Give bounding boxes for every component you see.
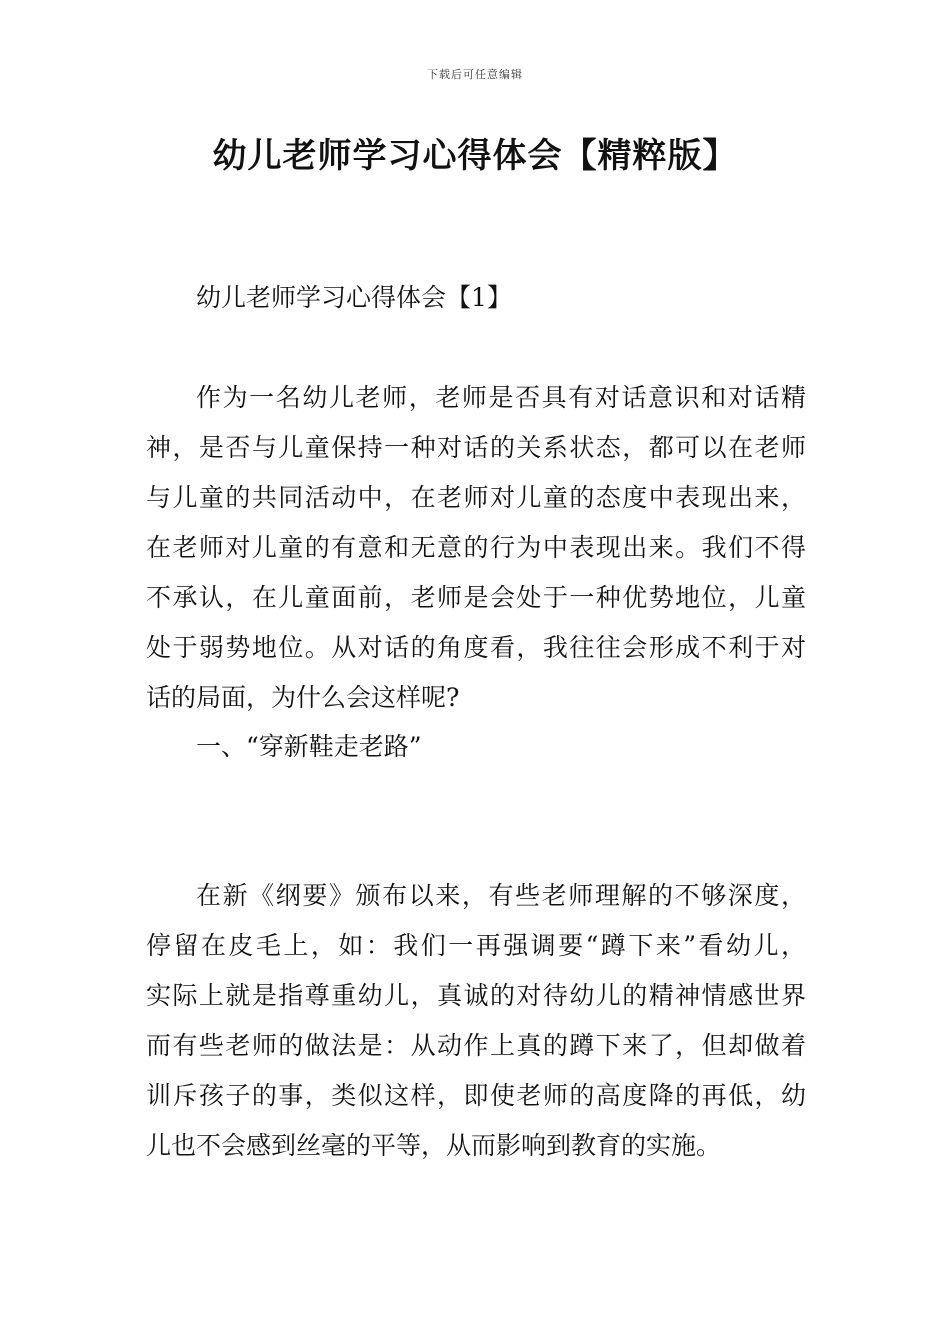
paragraph-line: 训斥孩子的事，类似这样，即使老师的高度降的再低，幼 [146, 1081, 806, 1110]
header-note: 下载后可任意编辑 [427, 68, 523, 81]
paragraph-line: 停留在皮毛上，如：我们一再强调要“蹲下来”看幼儿， [146, 931, 806, 960]
paragraph-line: 而有些老师的做法是：从动作上真的蹲下来了，但却做着 [146, 1031, 806, 1060]
paragraph-line: 不承认，在儿童面前，老师是会处于一种优势地位，儿童 [146, 583, 806, 612]
paragraph-1 [146, 373, 806, 723]
article-subtitle: 幼儿老师学习心得体会【1】 [196, 283, 512, 312]
paragraph-line: 与儿童的共同活动中，在老师对儿童的态度中表现出来， [146, 483, 806, 512]
section-heading-1: 一、“穿新鞋走老路” [196, 732, 422, 761]
paragraph-line: 在新《纲要》颁布以来，有些老师理解的不够深度， [196, 881, 806, 910]
paragraph-line: 在老师对儿童的有意和无意的行为中表现出来。我们不得 [146, 533, 806, 562]
paragraph-line: 话的局面，为什么会这样呢? [146, 683, 460, 712]
paragraph-line: 实际上就是指尊重幼儿，真诚的对待幼儿的精神情感世界 [146, 981, 806, 1010]
paragraph-line: 处于弱势地位。从对话的角度看，我往往会形成不利于对 [146, 633, 806, 662]
paragraph-line: 神，是否与儿童保持一种对话的关系状态，都可以在老师 [146, 433, 806, 462]
paragraph-line: 作为一名幼儿老师，老师是否具有对话意识和对话精 [196, 383, 806, 412]
paragraph-line: 儿也不会感到丝毫的平等，从而影响到教育的实施。 [146, 1131, 722, 1160]
document-title: 幼儿老师学习心得体会【精粹版】 [212, 136, 738, 176]
paragraph-2 [146, 871, 806, 1171]
